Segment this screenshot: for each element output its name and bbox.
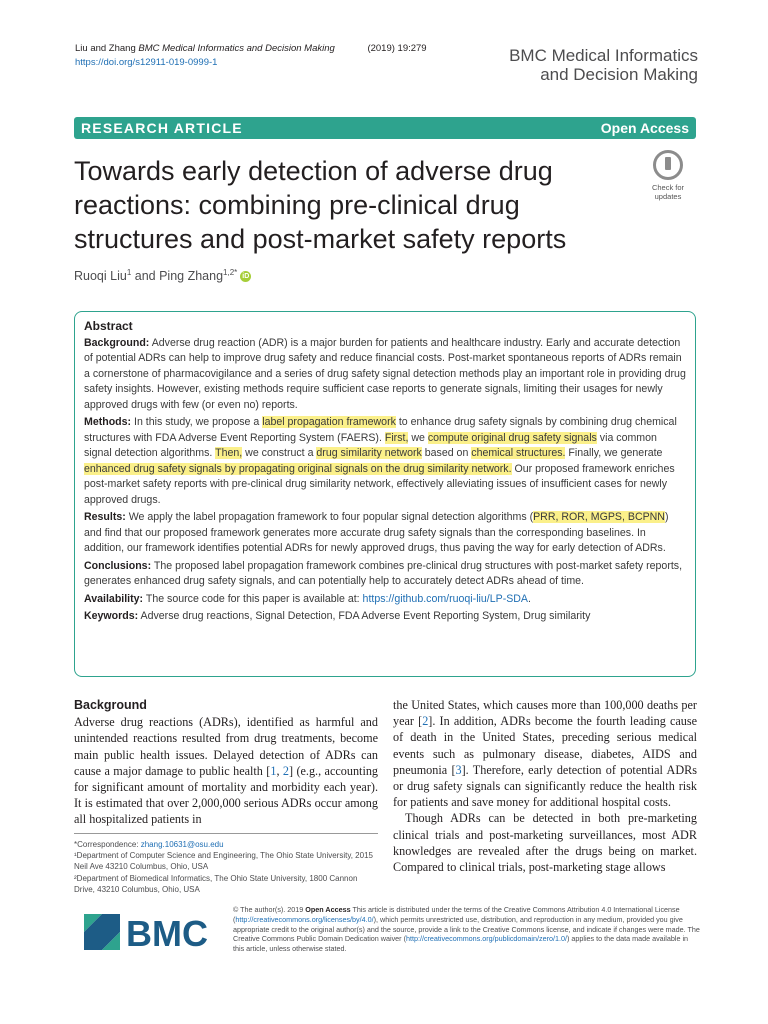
license-part: © The author(s). 2019 <box>233 905 306 914</box>
highlight: enhanced drug safety signals by propagating original signals on the drug similarity network. <box>84 462 512 475</box>
author-2: Ping Zhang <box>159 269 224 284</box>
author-2-affil: 1,2* <box>223 268 238 277</box>
highlight: Then, <box>215 447 243 459</box>
abstract-keywords <box>84 609 686 625</box>
methods-text: In this study, we propose a <box>134 416 263 428</box>
abstract-availability <box>84 592 686 608</box>
header-authors: Liu and Zhang <box>75 43 136 54</box>
abstract-box <box>74 311 696 677</box>
abstract-methods <box>84 415 686 508</box>
footnotes <box>74 833 378 895</box>
highlight: PRR, ROR, MGPS, BCPNN <box>533 511 665 523</box>
license-link[interactable]: http://creativecommons.org/licenses/by/4.0/ <box>235 914 374 924</box>
keywords-text: Adverse drug reactions, Signal Detection, FDA Adverse Event Reporting System, Drug similarity <box>140 610 591 622</box>
citation-link[interactable]: 3 <box>455 762 462 777</box>
paragraph <box>393 697 697 810</box>
conclusions-label: Conclusions: <box>84 559 152 572</box>
results-label: Results: <box>84 511 126 523</box>
author-1-affil: 1 <box>126 268 132 277</box>
header-year-volume: (2019) 19:279 <box>367 43 427 54</box>
running-header <box>75 42 427 70</box>
paragraph-text: , <box>276 763 283 778</box>
highlight: First, <box>384 431 409 444</box>
methods-text: Finally, we generate <box>565 447 663 459</box>
conclusions-text: The proposed label propagation framework combines pre-clinical drug structures with post-market safety reports, generates enhanced drug safety signals, and can potentially help to accurately detect ADRs ahead of time. <box>84 559 683 587</box>
results-text: ) and find that our proposed framework generates more accurate drug safety signals than the corresponding baselines. In addition, our framework identifies potential ADRs for newly approved drugs, thus paving the way for early detection of ADRs. <box>84 511 669 554</box>
availability-period: . <box>528 592 531 605</box>
methods-text: based on <box>421 447 472 459</box>
paragraph-text: the United States, which causes more than 100,000 deaths per year [ <box>393 698 697 729</box>
affiliation-1: ¹Department of Computer Science and Engineering, The Ohio State University, 2015 Neil Ave 43210 Columbus, Ohio, USA <box>74 851 373 872</box>
body-right-column <box>393 697 697 875</box>
header-doi-link[interactable]: https://doi.org/s12911-019-0999-1 <box>75 57 218 68</box>
results-text: We apply the label propagation framework to four popular signal detection algorithms ( <box>128 511 534 523</box>
abstract-background <box>84 336 686 414</box>
citation-link[interactable]: 2 <box>422 714 429 729</box>
author-list <box>74 268 251 283</box>
correspondence-label: *Correspondence: <box>74 840 141 849</box>
paragraph <box>74 714 378 827</box>
methods-text: via common signal detection algorithms. <box>84 431 657 459</box>
article-type-banner <box>74 117 696 139</box>
availability-label: Availability: <box>84 592 144 605</box>
methods-text: to enhance drug safety signals by combining drug chemical structures with FDA Adverse Event Reporting System (FAERS). <box>84 416 677 444</box>
abstract-conclusions <box>84 559 686 590</box>
github-link[interactable]: https://github.com/ruoqi-liu/LP-SDA <box>362 592 529 605</box>
correspondence <box>74 839 378 850</box>
journal-name: BMC Medical Informatics and Decision Making <box>509 46 698 84</box>
body-left-column <box>74 697 378 828</box>
check-for-updates-button[interactable] <box>640 150 696 206</box>
bmc-logo-text: BMC <box>126 913 208 952</box>
article-type: RESEARCH ARTICLE <box>81 120 243 136</box>
paragraph: Though ADRs can be detected in both pre-marketing clinical trials and post-marketing surveillances, most ADR knowledges are revealed after the drugs being on market. Compared to clinical trials, post-marketing stage allows <box>393 811 697 875</box>
public-domain-link[interactable]: http://creativecommons.org/publicdomain/zero/1.0/ <box>405 934 567 944</box>
paragraph-text: ]. Therefore, early detection of potential ADRs or drug safety signals can significantly reduce the health risk for patients and save money for additional hospital costs. <box>393 762 697 810</box>
license-part: This article is distributed under the terms of the Creative Commons Attribution 4.0 International License ( <box>233 905 680 924</box>
bmc-logo <box>84 912 219 952</box>
citation-link[interactable]: 1 <box>270 763 277 778</box>
check-updates-label: Check for updates <box>651 183 685 201</box>
license-text <box>233 905 701 954</box>
paragraph-text: Adverse drug reactions (ADRs), identified as harmful and unintended reactions resulted from drug treatments, become main public health issues. Delayed detection of ADRs can cause a major damage to public health [ <box>74 715 378 778</box>
keywords-label: Keywords: <box>84 610 139 622</box>
article-title: Towards early detection of adverse drug reactions: combining pre-clinical drug structures and post-market safety reports <box>74 156 567 254</box>
methods-text: Our proposed framework enriches post-market safety reports with pre-clinical drug similarity network, effectively alleviating issues of insufficient cases for newly approved drugs. <box>84 462 675 506</box>
email-link[interactable]: zhang.10631@osu.edu <box>140 840 224 849</box>
author-conjunction: and <box>131 269 160 284</box>
orcid-icon[interactable]: iD <box>242 273 250 281</box>
license-part: ), which permits unrestricted use, distribution, and reproduction in any medium, provided you give appropriate credit to the original author(s) and the source, provide a link to the Creative Commons license, and indicate if changes were made. The Creative Commons Public Domain Dedication waiver ( <box>233 914 700 944</box>
affiliation-2: ²Department of Biomedical Informatics, The Ohio State University, 1800 Cannon Drive, 43210 Columbus, Ohio, USA <box>74 873 358 894</box>
highlight: drug similarity network <box>316 447 422 459</box>
background-text: Adverse drug reaction (ADR) is a major burden for patients and healthcare industry. Early and accurate detection of potential ADRs can help to improve drug safety and reduce financial costs. Post-market spontaneous reports of ADRs remain a cornerstone of pharmacovigilance and a series of drug safety signal detection methods play an important role in providing drug safety insights. However, existing methods require sufficient case reports to generate signals, limiting their usages for newly approved drugs with few (or even no) reports. <box>84 336 686 411</box>
background-label: Background: <box>84 336 150 349</box>
author-1: Ruoqi Liu <box>74 269 127 284</box>
open-access-label: Open Access <box>600 120 689 136</box>
citation-link[interactable]: 2 <box>282 763 289 778</box>
section-heading-background: Background <box>74 698 147 712</box>
methods-text: we <box>408 431 428 444</box>
license-open-access: Open Access <box>305 905 351 914</box>
abstract-results <box>84 510 686 557</box>
methods-text: we construct a <box>242 447 317 459</box>
header-journal: BMC Medical Informatics and Decision Making <box>138 43 335 54</box>
highlight: label propagation framework <box>262 416 396 428</box>
paragraph-text: ]. In addition, ADRs become the fourth leading cause of death in the United States, preceding serious medical events such as pulmonary disease, diabetes, AIDS and pneumonia [ <box>393 714 698 777</box>
bookmark-icon <box>653 150 683 180</box>
abstract-heading: Abstract <box>84 319 133 333</box>
license-part: ) applies to the data made available in this article, unless otherwise stated. <box>233 934 689 954</box>
highlight: chemical structures. <box>471 447 566 459</box>
paragraph-text: ] (e.g., accounting for significant amount of mortality and morbidity each year). It is estimated that over 2,000,000 serious ADRs occur among all hospitalized patients in <box>74 763 379 827</box>
highlight: compute original drug safety signals <box>427 431 597 444</box>
availability-text: The source code for this paper is available at: <box>145 592 363 605</box>
methods-label: Methods: <box>84 416 132 428</box>
